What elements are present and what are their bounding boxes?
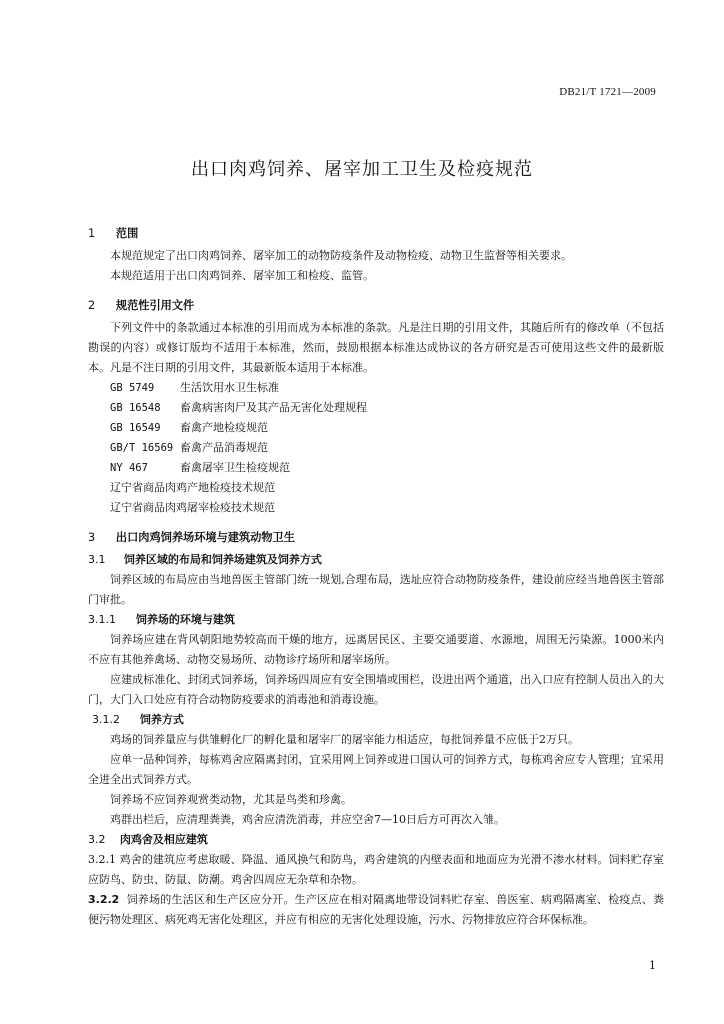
paragraph: 3.2.1 鸡舍的建筑应考虑取暖、降温、通风换气和防鸟，鸡舍建筑的内壁表面和地面应为光滑不渗水材料。饲料贮存室应防鸟、防虫、防鼠、防潮。鸡舍四周应无杂草和杂物。 <box>88 853 664 886</box>
reference-item: NY 467 畜禽屠宰卫生检疫规范 <box>110 461 290 474</box>
subsection-3-1-heading: 3.1 饲养区域的布局和饲养场建筑及饲养方式 <box>88 553 322 566</box>
document-body <box>88 220 664 930</box>
standard-code: DB21/T 1721—2009 <box>559 86 656 98</box>
page-number: 1 <box>649 959 656 972</box>
clause-text: 饲养场的生活区和生产区应分开。生产区应在相对隔离地带设饲料贮存室、兽医室、病鸡隔离室、检疫点、粪便污物处理区、病死鸡无害化处理区，并应有相应的无害化处理设施，污水、污物排放应符合环保标准。 <box>88 893 664 926</box>
subsection-3-1-1-heading: 3.1.1 饲养场的环境与建筑 <box>88 613 235 626</box>
section-3-heading <box>88 528 664 548</box>
paragraph: 本规范适用于出口肉鸡饲养、屠宰加工和检疫、监管。 <box>110 269 374 282</box>
paragraph: 本规范规定了出口肉鸡饲养、屠宰加工的动物防疫条件及动物检疫、动物卫生监督等相关要求。 <box>110 249 572 262</box>
subsection-3-1-2-heading: 3.1.2 饲养方式 <box>92 713 184 726</box>
reference-item: 辽宁省商品肉鸡屠宰检疫技术规范 <box>110 501 275 514</box>
paragraph: 饲养场不应饲养观赏类动物，尤其是鸟类和珍禽。 <box>110 793 352 806</box>
paragraph-3-2-2 <box>88 890 664 930</box>
section-title: 出口肉鸡饲养场环境与建筑动物卫生 <box>115 531 295 544</box>
subsection-3-2-heading: 3.2 肉鸡舍及相应建筑 <box>88 833 208 846</box>
section-number: 3 <box>88 531 96 544</box>
paragraph: 鸡群出栏后，应清理粪粪，鸡舍应清洗消毒，并应空舍7—10日后方可再次入雏。 <box>110 813 505 826</box>
reference-list <box>110 378 664 518</box>
document-title: 出口肉鸡饲养、屠宰加工卫生及检疫规范 <box>191 159 533 180</box>
paragraph: 下列文件中的条款通过本标准的引用而成为本标准的条款。凡是注日期的引用文件，其随后所有的修改单（不包括勘误的内容）或修订版均不适用于本标准，然而，鼓励根据本标准达成协议的各方研究是否可使用这些文件的最新版本。凡是不注日期的引用文件，其最新版本适用于本标准。 <box>88 321 664 374</box>
reference-item: GB 5749 生活饮用水卫生标准 <box>110 381 279 394</box>
paragraph: 饲养场应建在背风朝阳地势较高而干燥的地方，远离居民区、主要交通要道、水源地，周围无污染源。1000米内不应有其他养禽场、动物交易场所、动物诊疗场所和屠宰场所。 <box>88 633 664 666</box>
clause-number: 3.2.2 <box>88 893 120 906</box>
paragraph: 应建成标准化、封闭式饲养场，饲养场四周应有安全围墙或围栏，设进出两个通道，出入口应有控制人员出入的大门，大门入口处应有符合动物防疫要求的消毒池和消毒设施。 <box>88 673 664 706</box>
reference-item: 辽宁省商品肉鸡产地检疫技术规范 <box>110 481 275 494</box>
paragraph: 应单一品种饲养，每栋鸡舍应隔离封闭，宜采用网上饲养或进口国认可的饲养方式，每栋鸡舍应专人管理；宜采用全进全出式饲养方式。 <box>88 753 664 786</box>
paragraph: 饲养区域的布局应由当地兽医主管部门统一规划,合理布局，选址应符合动物防疫条件，建设前应经当地兽医主管部门审批。 <box>88 573 664 606</box>
section-1-heading <box>88 224 664 244</box>
paragraph: 鸡场的饲养量应与供雏孵化厂的孵化量和屠宰厂的屠宰能力相适应，每批饲养量不应低于2万只。 <box>110 733 579 746</box>
reference-item: GB 16549 畜禽产地检疫规范 <box>110 421 268 434</box>
section-title: 范围 <box>115 227 139 240</box>
section-number: 1 <box>88 227 96 240</box>
section-2-heading <box>88 296 664 316</box>
reference-item: GB/T 16569 畜禽产品消毒规范 <box>110 441 268 454</box>
reference-item: GB 16548 畜禽病害肉尸及其产品无害化处理规程 <box>110 401 367 414</box>
section-number: 2 <box>88 299 96 312</box>
section-title: 规范性引用文件 <box>115 299 195 312</box>
